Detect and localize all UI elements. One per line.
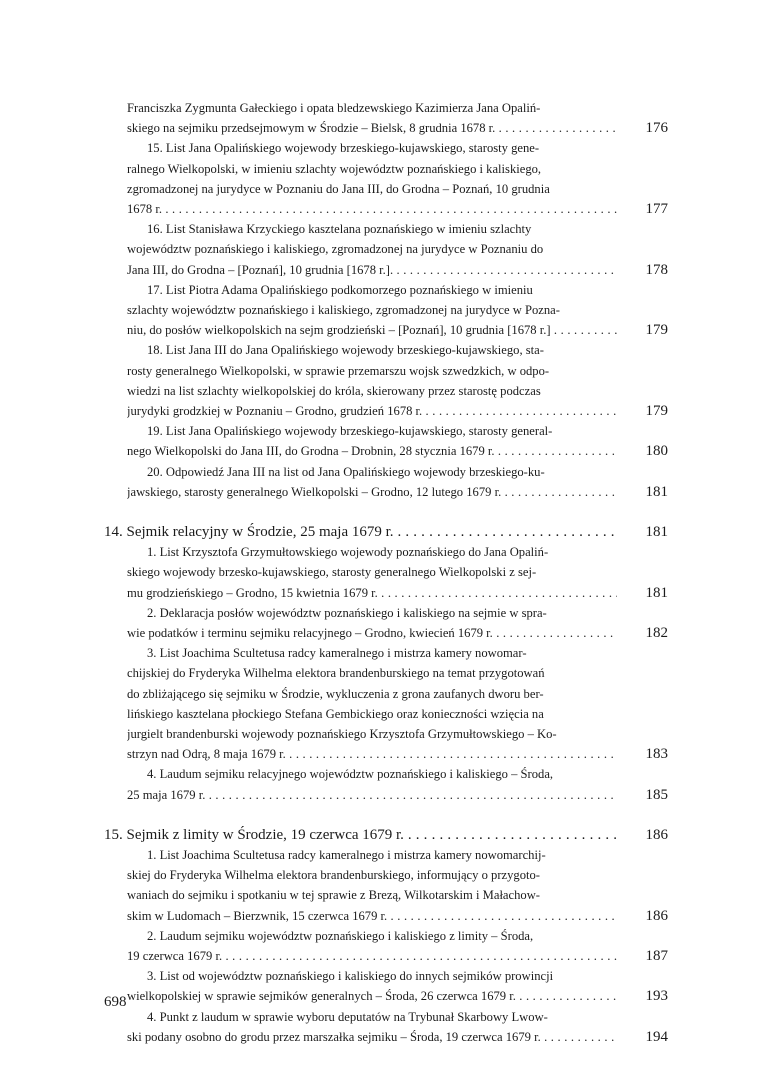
toc-entry-line: lińskiego kasztelana płockiego Stefana Gembickiego oraz konieczności wzięcia na	[127, 706, 544, 721]
toc-entry-line: 15. List Jana Opalińskiego wojewody brzeskiego-kujawskiego, starosty gene-	[147, 141, 540, 156]
toc-entry-line: ralnego Wielkopolski, w imieniu szlachty województw poznańskiego i kaliskiego,	[127, 161, 542, 176]
toc-page-number: 183	[645, 746, 668, 763]
toc-entry-line: 1678 r. . . .	[127, 199, 617, 219]
toc-entry-line: 19. List Jana Opalińskiego wojewody brzeskiego-kujawskiego, starosty general-	[147, 424, 553, 439]
toc-page-number: 181	[645, 584, 668, 601]
toc-entry-line: 20. Odpowiedź Jana III na list od Jana Opalińskiego wojewody brzeskiego-ku-	[147, 464, 545, 479]
toc-entry-line: skiej do Fryderyka Wilhelma elektora brandenburskiego, informujący o przygoto-	[127, 868, 540, 883]
toc-entry-line: waniach do sejmiku i spotkaniu w tej sprawie z Brezą, Wilkotarskim i Małachow-	[127, 888, 540, 903]
toc-entry-line: 2. Laudum sejmiku województw poznańskiego i kaliskiego z limity – Środa,	[147, 928, 534, 943]
toc-entry-line: jurgielt brandenburski wojewody poznańskiego Krzysztofa Grzymułtowskiego – Ko-	[127, 727, 557, 741]
toc-page-number: 178	[645, 261, 668, 278]
toc-entry-line: jurydyki grodzkiej w Poznaniu – Grodno, grudzień 1678 r. . . .	[127, 401, 617, 421]
toc-entry-line: wie podatków i terminu sejmiku relacyjnego – Grodno, kwiecień 1679 r. . . .	[127, 623, 617, 643]
toc-entry-line: ski podany osobno do grodu przez marszałka sejmiku – Środa, 19 czerwca 1679 r. . . .	[127, 1027, 617, 1047]
toc-page-number: 177	[645, 201, 668, 217]
toc-entry-line: 16. List Stanisława Krzyckiego kasztelana poznańskiego w imieniu szlachty	[147, 222, 532, 237]
toc-entry-line: rosty generalnego Wielkopolski, w sprawie przemarszu wojsk szwedzkich, w odpo-	[127, 363, 550, 378]
toc-entry-line: 3. List Joachima Scultetusa radcy kameralnego i mistrza kamery nowomar-	[147, 646, 527, 661]
toc-entry-line: 18. List Jana III do Jana Opalińskiego wojewody brzeskiego-kujawskiego, sta-	[147, 343, 544, 358]
toc-entry-line: 4. Laudum sejmiku relacyjnego województw poznańskiego i kaliskiego – Środa,	[147, 767, 554, 782]
toc-page-number: 180	[645, 443, 668, 460]
section-heading: 15. Sejmik z limity w Środzie, 19 czerwca 1679 r. . . .	[104, 825, 617, 845]
toc-entry-line: 1. List Krzysztofa Grzymułtowskiego wojewody poznańskiego do Jana Opaliń-	[147, 545, 549, 560]
toc-entry-line: 19 czerwca 1679 r. . . .	[127, 946, 617, 966]
toc-page-number: 193	[645, 988, 668, 1005]
toc-entry-line: województw poznańskiego i kaliskiego, zgromadzonej na jurydyce w Poznaniu do	[127, 242, 544, 257]
toc-entry-line: 4. Punkt z laudum w sprawie wyboru deputatów na Trybunał Skarbowy Lwow-	[147, 1009, 548, 1024]
toc-entry-line: nego Wielkopolski do Jana III, do Grodna – Drobnin, 28 stycznia 1679 r. . . .	[127, 441, 617, 461]
toc-entry-line: wielkopolskiej w sprawie sejmików generalnych – Środa, 26 czerwca 1679 r. . . .	[127, 986, 617, 1006]
toc-page-number: 181	[645, 483, 668, 500]
toc-entry-line: wiedzi na list szlachty wielkopolskiej do króla, skierowany przez starostę podczas	[127, 383, 541, 398]
toc-entry-line: chijskiej do Fryderyka Wilhelma elektora brandenburskiego na temat przygotowań	[127, 666, 545, 681]
toc-entry-line: zgromadzonej na jurydyce w Poznaniu do Jana III, do Grodna – Poznań, 10 grudnia	[127, 181, 550, 196]
toc-page-number: 186	[645, 907, 668, 924]
toc-page-number: 179	[645, 403, 668, 419]
toc-entry-line: jawskiego, starosty generalnego Wielkopolski – Grodno, 12 lutego 1679 r. . . .	[127, 482, 617, 502]
toc-entry-line: skim w Ludomach – Bierzwnik, 15 czerwca 1679 r. . . .	[127, 906, 617, 926]
toc-entry-line: 17. List Piotra Adama Opalińskiego podkomorzego poznańskiego w imieniu	[147, 282, 533, 297]
toc-entry-line: 1. List Joachima Scultetusa radcy kameralnego i mistrza kamery nowomarchij-	[147, 848, 546, 862]
toc-entry-line: szlachty województw poznańskiego i kaliskiego, zgromadzonej na jurydyce w Pozna-	[127, 303, 560, 317]
toc-entry-line: do zbliżającego się sejmiku w Środzie, wykluczenia z grona zaufanych dworu ber-	[127, 686, 544, 701]
toc-entry-line: 3. List od województw poznańskiego i kaliskiego do innych sejmików prowincji	[147, 969, 554, 984]
toc-entry-line: 2. Deklaracja posłów województw poznańskiego i kaliskiego na sejmie w spra-	[147, 605, 547, 620]
toc-entry-line: Jana III, do Grodna – [Poznań], 10 grudnia [1678 r.]. . . .	[127, 260, 617, 280]
section-heading: 14. Sejmik relacyjny w Środzie, 25 maja 1679 r. . . .	[104, 522, 617, 542]
toc-page-number: 186	[645, 826, 668, 843]
toc-page-number: 182	[645, 625, 668, 641]
toc-page-number: 194	[645, 1028, 668, 1045]
toc-entry-line: skiego wojewody brzesko-kujawskiego, starosty generalnego Wielkopolski z sej-	[127, 565, 537, 580]
toc-entry-line: skiego na sejmiku przedsejmowym w Środzie – Bielsk, 8 grudnia 1678 r. . . .	[127, 118, 617, 138]
page-number: 698	[104, 994, 127, 1010]
toc-page-number: 187	[645, 948, 668, 964]
toc-entry-line: mu grodzieńskiego – Grodno, 15 kwietnia 1679 r. . . .	[127, 583, 617, 603]
toc-page-number: 181	[645, 524, 668, 540]
toc-entry-line: Franciszka Zygmunta Gałeckiego i opata bledzewskiego Kazimierza Jana Opaliń-	[127, 101, 541, 115]
toc-entry-line: 25 maja 1679 r. . . .	[127, 785, 617, 805]
toc-page-number: 176	[645, 120, 668, 137]
toc-entry-line: niu, do posłów wielkopolskich na sejm grodzieński – [Poznań], 10 grudnia [1678 r.] . . .	[127, 320, 617, 340]
toc-page-number: 185	[645, 786, 668, 803]
toc-entry-line: strzyn nad Odrą, 8 maja 1679 r. . . .	[127, 744, 617, 764]
toc-page-number: 179	[645, 322, 668, 339]
